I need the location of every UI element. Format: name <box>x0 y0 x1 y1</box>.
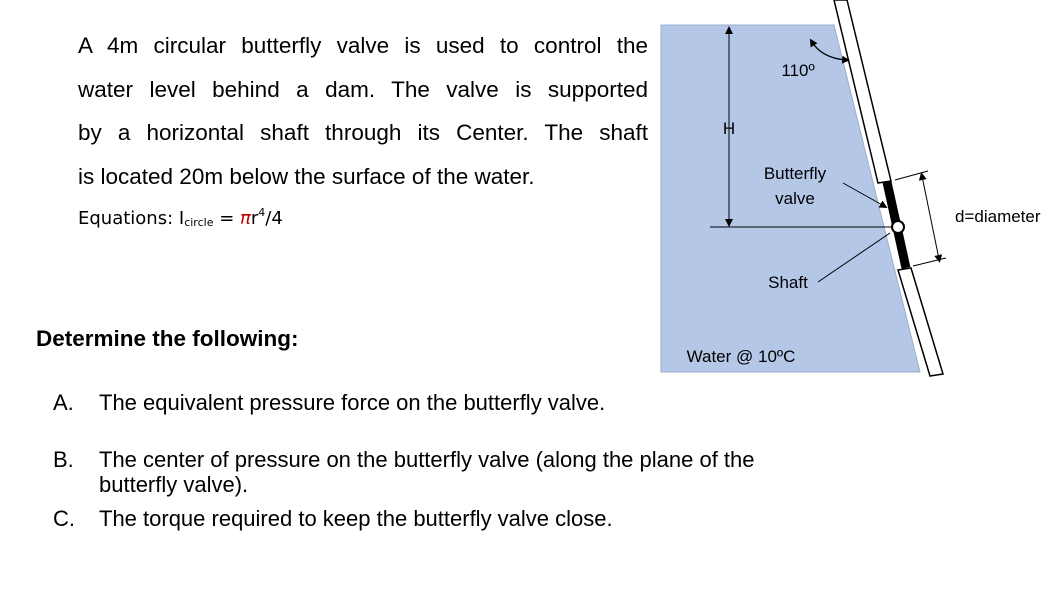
question-marker: C. <box>53 506 75 531</box>
height-label: H <box>722 119 736 138</box>
diameter-dimension-line <box>922 176 939 259</box>
equation-subscript: circle <box>184 216 214 229</box>
shaft-label: Shaft <box>768 273 808 292</box>
problem-line: is located 20m below the surface of the water. <box>78 163 535 189</box>
equation-prefix: Equations: I <box>78 208 185 229</box>
problem-line: by a horizontal shaft through its Center. The shaft <box>78 120 648 146</box>
problem-line: A 4m circular butterfly valve is used to control the <box>78 33 648 58</box>
equation-variable: r <box>250 208 259 229</box>
valve-label-line1: Butterfly <box>763 164 827 183</box>
angle-label: 110º <box>781 61 815 80</box>
question-text: The center of pressure on the butterfly valve (along the plane of the butterfly valve). <box>99 447 755 497</box>
determine-heading: Determine the following: <box>36 326 299 351</box>
pi-symbol: π <box>240 208 251 229</box>
equation-power: 4 <box>258 206 266 219</box>
equation-suffix: /4 <box>265 208 283 229</box>
question-marker: B. <box>53 447 74 472</box>
question-text: The equivalent pressure force on the butterfly valve. <box>99 390 606 415</box>
equation-equals: = <box>213 208 240 229</box>
diameter-label: d=diameter <box>955 207 1041 226</box>
valve-label-line2: valve <box>775 189 815 208</box>
question-text: The torque required to keep the butterfly valve close. <box>99 506 613 531</box>
problem-line: water level behind a dam. The valve is supported <box>78 76 648 102</box>
question-marker: A. <box>53 390 74 415</box>
diameter-ext-bottom <box>913 258 946 266</box>
shaft-pivot <box>892 221 904 233</box>
water-label: Water @ 10ºC <box>686 347 796 366</box>
